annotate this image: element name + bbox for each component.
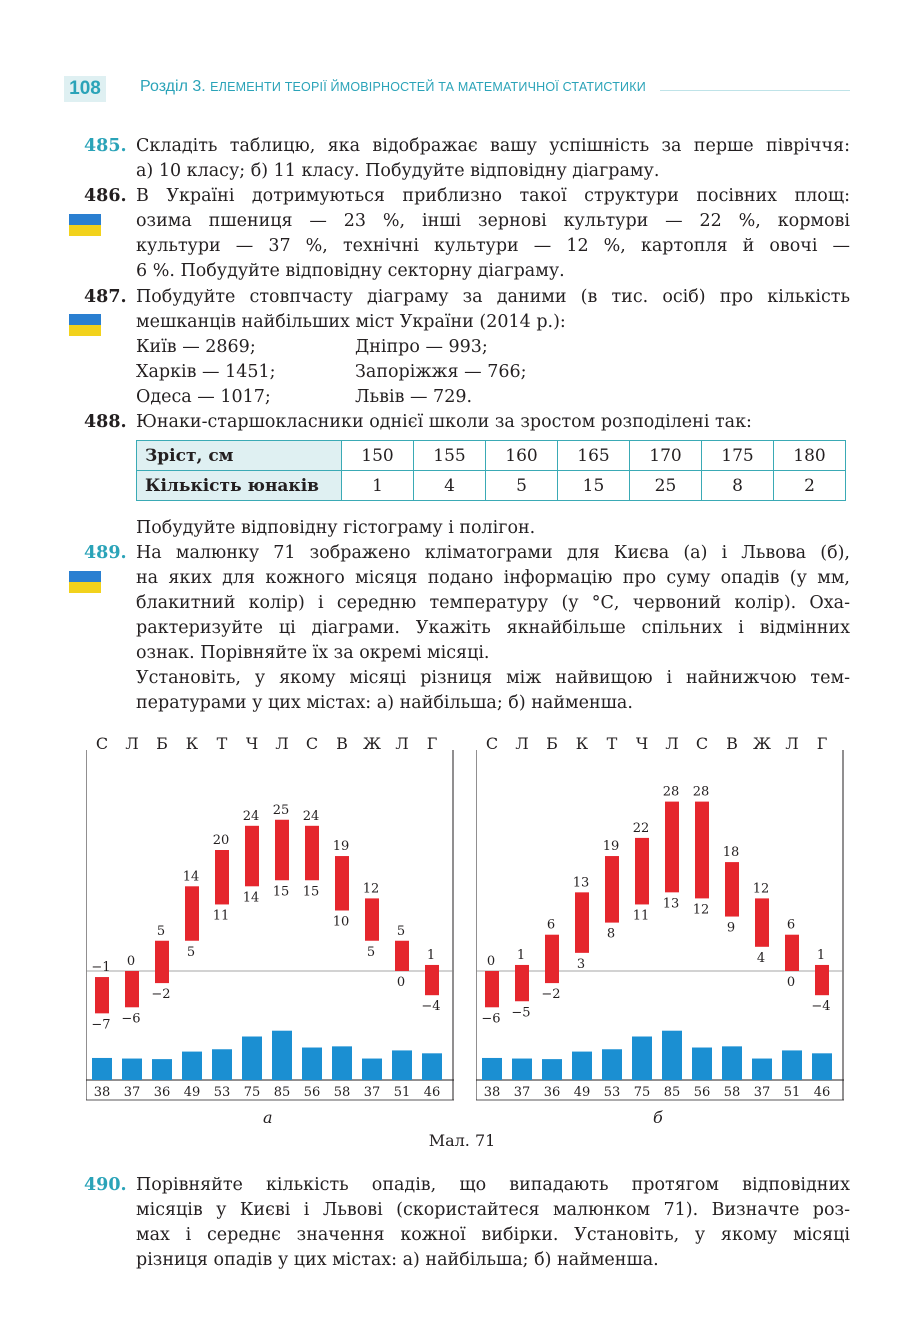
temperature-bar	[425, 965, 439, 995]
temp-min-label: 4	[756, 950, 766, 966]
line: Порівняйте кількість опадів, що випадають протягом відповідних	[136, 1175, 850, 1195]
precipitation-bar	[542, 1059, 562, 1080]
temp-min-label: 11	[632, 908, 650, 924]
cities-right-column	[355, 335, 655, 410]
table-cell: 165	[558, 441, 630, 471]
temp-min-label: 9	[726, 920, 736, 936]
table-cell: 160	[486, 441, 558, 471]
problem-486-text	[136, 184, 850, 284]
temp-max-label: 1	[816, 947, 826, 963]
problem-number-489: 489.	[84, 543, 127, 563]
month-label: Г	[426, 734, 438, 753]
table-cell: 4	[414, 471, 486, 501]
line: ознак. Порівняйте їх за окремі місяці.	[136, 643, 490, 663]
month-label: К	[575, 734, 589, 753]
precipitation-label: 53	[603, 1085, 621, 1100]
temp-max-label: 6	[546, 917, 556, 933]
cities-left-column	[136, 335, 356, 410]
temperature-bar	[545, 935, 559, 983]
temp-max-label: 0	[486, 954, 496, 969]
temp-min-label: 15	[302, 884, 320, 900]
temp-min-label: 8	[606, 926, 616, 942]
precipitation-label: 37	[513, 1085, 531, 1100]
precipitation-bar	[722, 1046, 742, 1080]
temp-max-label: 24	[242, 808, 260, 824]
temp-max-label: 25	[272, 802, 290, 818]
city-item: Львів — 729.	[355, 387, 473, 407]
temp-min-label: −7	[91, 1017, 111, 1033]
section-label: Розділ 3.	[140, 78, 206, 95]
month-label: Б	[546, 734, 558, 753]
temp-min-label: 11	[212, 908, 230, 924]
precipitation-bar	[782, 1050, 802, 1080]
temp-min-label: 10	[332, 914, 350, 930]
precipitation-label: 51	[783, 1085, 801, 1100]
temp-min-label: −5	[511, 1005, 531, 1021]
line: пературами у цих містах: а) найбільша; б) найменша.	[136, 693, 633, 713]
month-label: С	[485, 734, 499, 753]
precipitation-label: 85	[273, 1085, 291, 1100]
month-label: В	[336, 734, 348, 753]
temp-max-label: −1	[91, 960, 111, 976]
temp-max-label: 18	[722, 845, 740, 861]
line: озима пшениця — 23 %, інші зернові культури — 22 %, кормові	[136, 211, 850, 231]
ukraine-flag-icon	[69, 571, 101, 593]
month-label: Л	[515, 734, 529, 753]
climatogram-lviv	[476, 730, 844, 1102]
table-header-cell: Кількість юнаків	[137, 471, 342, 501]
precipitation-label: 38	[483, 1085, 501, 1100]
temp-min-label: 3	[576, 956, 586, 972]
temp-min-label: 0	[396, 975, 406, 990]
temperature-bar	[215, 850, 229, 904]
temp-max-label: 12	[752, 881, 770, 897]
city-item: Київ — 2869;	[136, 337, 256, 357]
line: 6 %. Побудуйте відповідну секторну діаграму.	[136, 261, 565, 281]
line: Побудуйте відповідну гістограму і полігон.	[136, 518, 536, 538]
problem-number-488: 488.	[84, 412, 127, 432]
precipitation-bar	[692, 1048, 712, 1080]
precipitation-label: 75	[243, 1085, 261, 1100]
precipitation-label: 49	[573, 1085, 591, 1100]
temperature-bar	[155, 941, 169, 983]
precipitation-bar	[812, 1053, 832, 1080]
table-cell: 180	[774, 441, 846, 471]
line: блакитний колір) і середню температуру (у °С, червоний колір). Оха-	[136, 593, 850, 613]
table-cell: 2	[774, 471, 846, 501]
month-label: Ч	[245, 734, 259, 753]
line: Побудуйте стовпчасту діаграму за даними (в тис. осіб) про кількість	[136, 287, 850, 307]
temperature-bar	[635, 838, 649, 905]
precipitation-bar	[512, 1059, 532, 1080]
temperature-bar	[725, 862, 739, 916]
chart-a-caption: а	[263, 1108, 273, 1127]
temp-max-label: 19	[602, 839, 620, 855]
month-label: С	[695, 734, 709, 753]
precipitation-label: 49	[183, 1085, 201, 1100]
line: культури — 37 %, технічні культури — 12 %, картопля й овочі —	[136, 236, 850, 256]
temperature-bar	[605, 856, 619, 923]
problem-485-text	[136, 134, 850, 184]
temp-max-label: 5	[156, 923, 166, 939]
chapter-title	[140, 78, 646, 96]
temp-min-label: 5	[186, 944, 196, 960]
precipitation-bar	[212, 1049, 232, 1080]
temperature-bar	[665, 802, 679, 893]
precipitation-label: 75	[633, 1085, 651, 1100]
temp-max-label: 20	[212, 833, 230, 848]
month-label: Ч	[635, 734, 649, 753]
line: рактеризуйте ці діаграми. Укажіть якнайбільше спільних і відмінних	[136, 618, 850, 638]
line: мах і середнє значення кожної вибірки. Установіть, у якому місяці	[136, 1225, 850, 1245]
problem-490-text	[136, 1173, 850, 1273]
line: різниця опадів у цих містах: а) найбільша; б) найменша.	[136, 1250, 659, 1270]
temperature-bar	[275, 820, 289, 881]
temperature-bar	[245, 826, 259, 887]
table-cell: 25	[630, 471, 702, 501]
temp-max-label: 28	[692, 784, 710, 800]
precipitation-bar	[662, 1031, 682, 1080]
temp-min-label: 5	[366, 944, 376, 960]
precipitation-bar	[92, 1058, 112, 1080]
temperature-bar	[785, 935, 799, 971]
figure-caption: Мал. 71	[428, 1131, 496, 1150]
table-cell: 155	[414, 441, 486, 471]
precipitation-label: 37	[363, 1085, 381, 1100]
temperature-bar	[575, 892, 589, 953]
precipitation-bar	[272, 1031, 292, 1080]
running-header	[60, 72, 850, 106]
table-cell: 170	[630, 441, 702, 471]
month-label: Ж	[753, 734, 771, 753]
temp-max-label: 0	[126, 954, 136, 969]
temp-min-label: −6	[481, 1011, 501, 1027]
page-number: 108	[64, 76, 106, 102]
temp-max-label: 1	[516, 947, 526, 963]
temperature-bar	[485, 971, 499, 1007]
month-label: Ж	[363, 734, 381, 753]
temp-min-label: 0	[786, 975, 796, 990]
table-cell: 8	[702, 471, 774, 501]
month-label: Т	[606, 734, 618, 753]
temp-max-label: 13	[572, 875, 590, 891]
precipitation-bar	[752, 1059, 772, 1080]
precipitation-label: 56	[693, 1085, 711, 1100]
month-label: Л	[275, 734, 289, 753]
month-label: К	[185, 734, 199, 753]
temp-max-label: 6	[786, 917, 796, 933]
temp-max-label: 12	[362, 881, 380, 897]
month-label: В	[726, 734, 738, 753]
precipitation-bar	[422, 1053, 442, 1080]
problem-487-text	[136, 285, 850, 335]
temperature-bar	[365, 898, 379, 940]
precipitation-label: 36	[153, 1085, 171, 1100]
temp-max-label: 24	[302, 808, 320, 824]
precipitation-label: 56	[303, 1085, 321, 1100]
precipitation-bar	[482, 1058, 502, 1080]
month-label: Г	[816, 734, 828, 753]
ukraine-flag-icon	[69, 314, 101, 336]
temperature-bar	[695, 802, 709, 899]
precipitation-bar	[302, 1048, 322, 1080]
month-label: С	[305, 734, 319, 753]
precipitation-label: 58	[723, 1085, 741, 1100]
temp-min-label: −2	[151, 987, 171, 1003]
problem-489-text	[136, 541, 850, 716]
table-cell: 5	[486, 471, 558, 501]
precipitation-label: 85	[663, 1085, 681, 1100]
temperature-bar	[515, 965, 529, 1001]
precipitation-bar	[632, 1037, 652, 1081]
header-rule	[660, 90, 850, 91]
precipitation-bar	[242, 1037, 262, 1081]
temperature-bar	[185, 886, 199, 940]
table-cell: 175	[702, 441, 774, 471]
city-item: Запоріжжя — 766;	[355, 362, 527, 382]
month-label: Л	[125, 734, 139, 753]
temp-min-label: −4	[421, 999, 441, 1015]
table-header-cell: Зріст, см	[137, 441, 342, 471]
line: Установіть, у якому місяці різниця між найвищою і найнижчою тем-	[136, 668, 850, 688]
line: На малюнку 71 зображено кліматограми для Києва (а) і Львова (б),	[136, 543, 850, 563]
temperature-bar	[125, 971, 139, 1007]
table-cell: 150	[342, 441, 414, 471]
line: а) 10 класу; б) 11 класу. Побудуйте відповідну діаграму.	[136, 161, 660, 181]
precipitation-label: 58	[333, 1085, 351, 1100]
temp-min-label: 14	[242, 890, 260, 906]
precipitation-label: 38	[93, 1085, 111, 1100]
month-label: С	[95, 734, 109, 753]
temp-max-label: 22	[632, 820, 650, 836]
precipitation-label: 46	[813, 1085, 831, 1100]
line: на яких для кожного місяця подано інформацію про суму опадів (у мм,	[136, 568, 850, 588]
temperature-bar	[305, 826, 319, 880]
line: В Україні дотримуються приблизно такої структури посівних площ:	[136, 186, 850, 206]
temp-min-label: −2	[541, 987, 561, 1003]
climatogram-kyiv	[86, 730, 454, 1102]
temperature-bar	[815, 965, 829, 995]
temperature-bar	[395, 941, 409, 971]
problem-number-487: 487.	[84, 287, 127, 307]
temp-max-label: 5	[396, 923, 406, 939]
temperature-bar	[335, 856, 349, 910]
ukraine-flag-icon	[69, 214, 101, 236]
precipitation-bar	[572, 1052, 592, 1080]
temp-max-label: 1	[426, 947, 436, 963]
month-label: Б	[156, 734, 168, 753]
problem-number-486: 486.	[84, 186, 127, 206]
height-distribution-table	[136, 440, 846, 501]
temp-min-label: −6	[121, 1011, 141, 1027]
precipitation-bar	[332, 1046, 352, 1080]
month-label: Л	[395, 734, 409, 753]
precipitation-label: 37	[753, 1085, 771, 1100]
temp-max-label: 14	[182, 869, 200, 885]
table-row	[137, 471, 846, 501]
problem-488-text	[136, 410, 850, 435]
line: Складіть таблицю, яка відображає вашу успішність за перше півріччя:	[136, 136, 850, 156]
temp-max-label: 19	[332, 839, 350, 855]
table-cell: 1	[342, 471, 414, 501]
line: мешканців найбільших міст України (2014 р.):	[136, 312, 566, 332]
temp-min-label: 12	[692, 902, 710, 918]
precipitation-label: 51	[393, 1085, 411, 1100]
precipitation-label: 53	[213, 1085, 231, 1100]
precipitation-label: 46	[423, 1085, 441, 1100]
temperature-bar	[755, 898, 769, 946]
precipitation-bar	[182, 1052, 202, 1080]
problem-488-followup	[136, 516, 850, 541]
temp-min-label: 13	[662, 896, 680, 912]
precipitation-bar	[122, 1059, 142, 1080]
problem-number-485: 485.	[84, 136, 127, 156]
line: Юнаки-старшокласники однієї школи за зростом розподілені так:	[136, 412, 752, 432]
city-item: Одеса — 1017;	[136, 387, 271, 407]
temp-min-label: 15	[272, 884, 290, 900]
city-item: Дніпро — 993;	[355, 337, 488, 357]
temp-max-label: 28	[662, 784, 680, 800]
precipitation-bar	[152, 1059, 172, 1080]
precipitation-bar	[362, 1059, 382, 1080]
section-title: ЕЛЕМЕНТИ ТЕОРІЇ ЙМОВІРНОСТЕЙ ТА МАТЕМАТИЧНОЇ СТАТИСТИКИ	[210, 80, 646, 94]
temperature-bar	[95, 977, 109, 1013]
precipitation-bar	[392, 1050, 412, 1080]
month-label: Л	[665, 734, 679, 753]
table-row	[137, 441, 846, 471]
precipitation-bar	[602, 1049, 622, 1080]
city-item: Харків — 1451;	[136, 362, 276, 382]
precipitation-label: 37	[123, 1085, 141, 1100]
temp-min-label: −4	[811, 999, 831, 1015]
month-label: Т	[216, 734, 228, 753]
chart-b-caption: б	[653, 1108, 663, 1127]
table-cell: 15	[558, 471, 630, 501]
line: місяців у Києві і Львові (скористайтеся малюнком 71). Визначте роз-	[136, 1200, 850, 1220]
precipitation-label: 36	[543, 1085, 561, 1100]
problem-number-490: 490.	[84, 1175, 127, 1195]
month-label: Л	[785, 734, 799, 753]
